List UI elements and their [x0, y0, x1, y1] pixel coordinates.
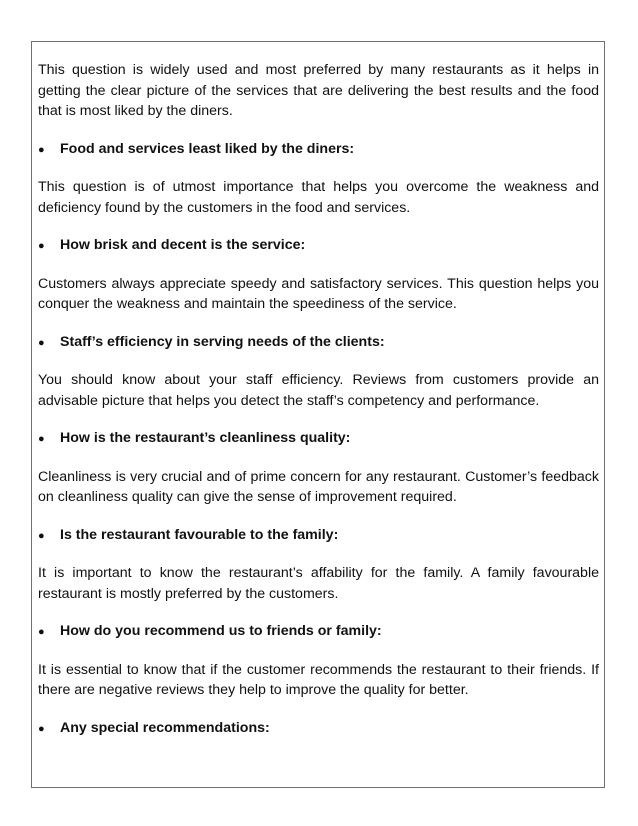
bullet-icon: ●	[38, 433, 45, 445]
section-body-cleanliness: Cleanliness is very crucial and of prime concern for any restaurant. Customer’s feedback on cleanliness quality can give the sense of improvement required.	[38, 468, 599, 505]
section-heading-text: Food and services least liked by the diners:	[60, 140, 355, 157]
section-heading-text: How is the restaurant’s cleanliness quality:	[60, 430, 351, 446]
section-heading-special-recommendations	[38, 718, 599, 740]
section-heading-recommendation	[38, 621, 599, 643]
section-heading-cleanliness	[38, 428, 599, 450]
intro-paragraph: This question is widely used and most preferred by many restaurants as it helps in getting the clear picture of the services that are delivering the best results and the food that is most liked by the diners.	[38, 62, 599, 119]
page-frame	[31, 41, 605, 788]
bullet-icon: ●	[38, 336, 45, 349]
bullet-icon: ●	[38, 722, 45, 735]
bullet-icon: ●	[38, 529, 45, 542]
section-body-recommendation: It is essential to know that if the customer recommends the restaurant to their friends. If there are negative reviews they help to improve the quality for better.	[38, 661, 599, 698]
bullet-icon: ●	[38, 626, 45, 638]
section-heading-text: How do you recommend us to friends or family:	[60, 623, 382, 639]
section-body-service-speed: Customers always appreciate speedy and satisfactory services. This question helps you conquer the weakness and maintain the speediness of the service.	[38, 275, 599, 312]
section-heading-text: Any special recommendations:	[60, 719, 270, 736]
section-body-staff-efficiency: You should know about your staff efficiency. Reviews from customers provide an advisable picture that helps you detect the staff’s competency and performance.	[38, 372, 599, 409]
section-body-least-liked: This question is of utmost importance that helps you overcome the weakness and deficiency found by the customers in the food and services.	[38, 179, 599, 216]
section-heading-least-liked	[38, 139, 599, 161]
bullet-icon: ●	[38, 240, 45, 252]
section-heading-text: Staff’s efficiency in serving needs of the clients:	[60, 333, 385, 350]
section-heading-text: Is the restaurant favourable to the family:	[60, 526, 339, 543]
section-heading-family-friendly	[38, 525, 599, 547]
bullet-icon: ●	[38, 143, 45, 156]
section-heading-staff-efficiency	[38, 332, 599, 354]
document-content	[38, 60, 599, 739]
section-body-family-friendly: It is important to know the restaurant’s affability for the family. A family favourable restaurant is mostly preferred by the customers.	[38, 565, 599, 602]
section-heading-text: How brisk and decent is the service:	[60, 237, 306, 253]
section-heading-service-speed	[38, 235, 599, 257]
